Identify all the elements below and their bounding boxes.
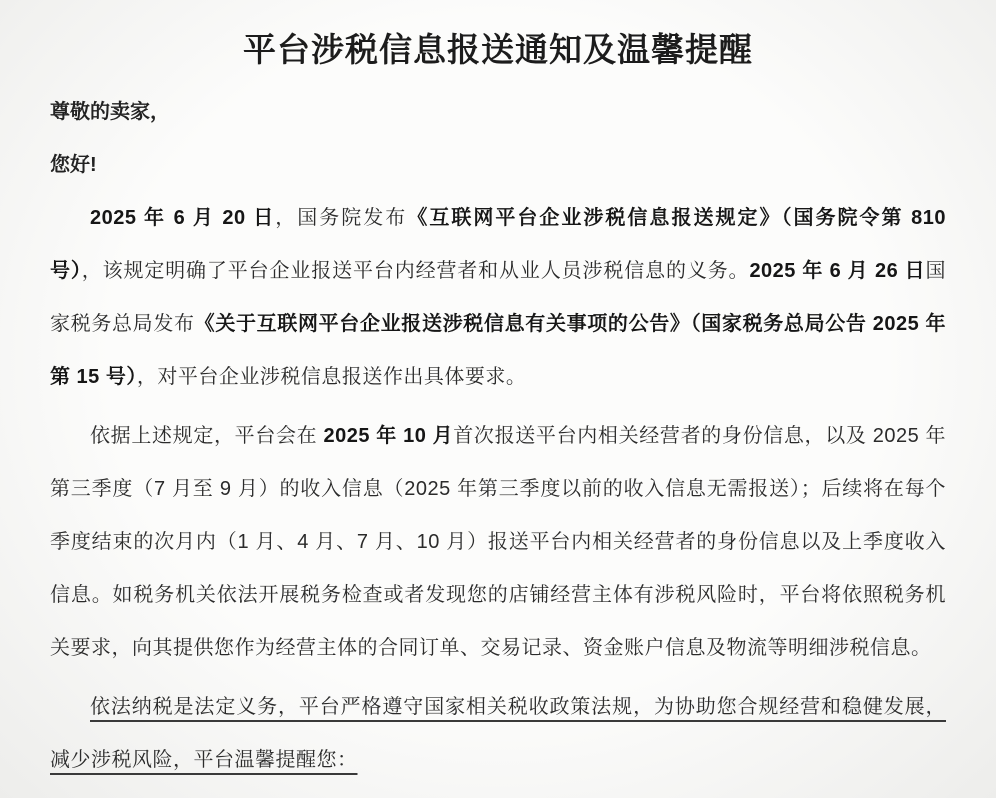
greeting-salutation: 尊敬的卖家， [50,101,170,123]
text-run-schedule-details: 首次报送平台内相关经营者的身份信息，以及 2025 年第三季度（7 月至 9 月）的收入信息（2025 年第三季度以前的收入信息无需报送）；后续将在每个季度结束的次月内（1 月、4 月、7 月、10 月）报送平台内相关经营者的身份信息以及上季度收入信息。如税务机关依法开展税务检查或者发现您的店铺经营主体有涉税风险时，平台将依照税务机关要求，向其提供您作为经营主体的合同订单、交易记录、资金账户信息及物流等明细涉税信息。 [50,425,946,659]
text-run-tax-bureau: 国家税务总局发布 [50,260,947,335]
text-run-first-report-date: 2025 年 10 月 [323,425,454,447]
text-run-regulation-title: 《互联网平台企业涉税信息报送规定》（国务院令第 810 号） [50,207,946,282]
notice-page [0,28,996,798]
paragraph-reporting-schedule [50,410,946,675]
text-run-announcement-title: 《关于互联网平台企业报送涉税信息有关事项的公告》（国家税务总局公告 2025 年第 15 号） [50,313,947,388]
text-run-schedule-intro: 依据上述规定，平台会在 [90,425,324,447]
greeting-hello: 您好! [50,154,97,176]
text-run-regulation-effect: ，该规定明确了平台企业报送平台内经营者和从业人员涉税信息的义务。 [81,260,750,282]
text-run-state-council: ，国务院发布 [275,207,408,229]
text-run-date1: 2025 年 6 月 20 日 [90,207,276,229]
paragraph-reminder: 依法纳税是法定义务，平台严格遵守国家相关税收政策法规，为协助您合规经营和稳健发展，减少涉税风险，平台温馨提醒您： [50,696,946,771]
text-run-announcement-effect: ，对平台企业涉税信息报送作出具体要求。 [136,366,527,388]
page-title: 平台涉税信息报送通知及温馨提醒 [243,31,753,68]
text-run-date2: 2025 年 6 月 26 日 [749,260,926,282]
paragraph-regulation [50,192,946,404]
